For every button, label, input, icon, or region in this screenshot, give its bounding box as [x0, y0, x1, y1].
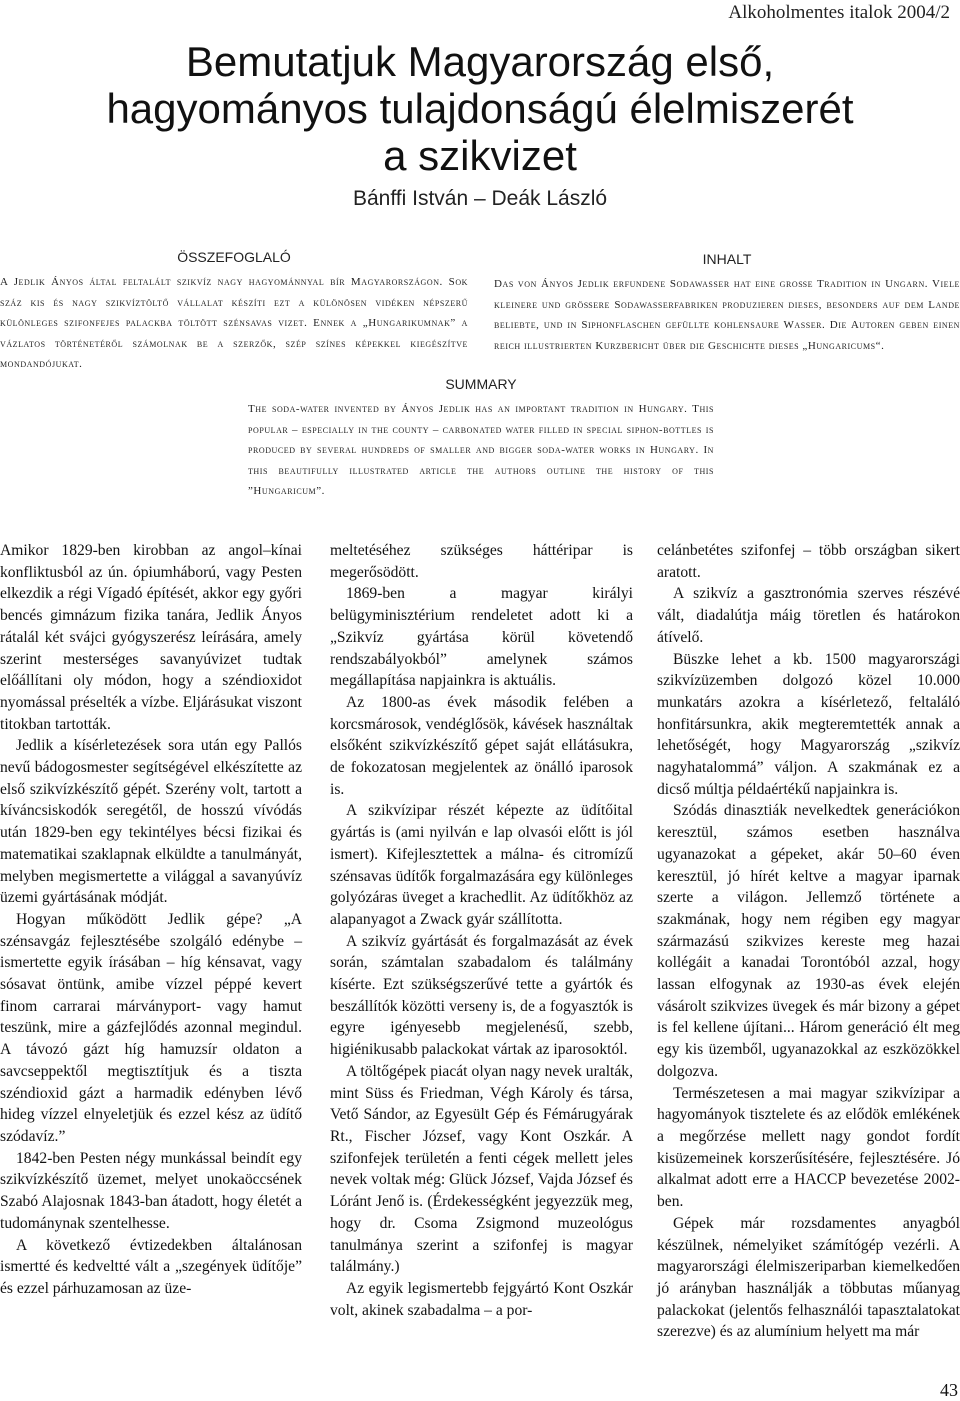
page-number: 43 — [940, 1380, 958, 1400]
body-paragraph: A szikvízipar részét képezte az üdítőital gyártás is (ami nyilván e lap olvasói előtt is jól ismert). Kifejlesztettek a málna- és citromízű szénsavas üdítők forgalmazására egy különleges golyózáras üveget a krachedlit. Az üdítőkhöz az alapanyagot a Zwack gyár szállította. — [330, 802, 633, 928]
article-title-line: hagyományos tulajdonságú élelmiszerét — [106, 85, 854, 132]
article-title-line: a szikvizet — [383, 132, 577, 179]
abstract-german-text: Das von Ányos Jedlik erfundene Sodawasser hat eine große Tradition in Ungarn. Viele kleinere und größere Sodawasserfabriken produzieren dieses, besonders auf dem Lande beliebte, und in Siphonflaschen gefüllte kohlensaure Wasser. Die Autoren geben einen reich illustrierten Kurzbericht über die Geschichte dieses „Hungaricums“. — [494, 278, 960, 352]
abstract-english — [248, 375, 714, 502]
body-paragraph: Amikor 1829-ben kirobban az angol–kínai konfliktusból az ún. ópiumháború, vagy Pesten elkezdik a régi Vígadó építését, akkor egy győri bencés gimnázum fizika tanára, Jedlik Ányos rátalál két svájci gyógyszerész leírására, amely szerint mesterséges savanyúvizet tudtak előállítani oly módon, hogy a széndioxidot nyomással préselték a vízbe. Eljárásukat viszont titokban tartották. — [0, 542, 302, 733]
abstract-german — [494, 250, 960, 356]
body-column-2 — [330, 540, 633, 1321]
article-authors: Bánffi István – Deák László — [352, 187, 608, 210]
body-paragraph: A szikvíz a gasztronómia szerves részévé vált, diadalútja máig töretlen és határokon átívelő. — [657, 585, 960, 646]
body-paragraph: 1842-ben Pesten négy munkással beindít egy szikvízkészítő üzemet, melyet unokaöccsének Szabó Alajosnak 1843-ban átadott, hogy életét a tudománynak szentelhesse. — [0, 1149, 302, 1232]
article-title-line: Bemutatjuk Magyarország első, — [185, 38, 775, 85]
body-paragraph: Szódás dinasztiák nevelkedtek generációkon keresztül, számos esetben használva ugyanazokat a gépeket, akár 50–60 éven keresztül, jó hírét keltve a magyar iparnak szerte a világon. Jellemző története a szakmának, hogy nem régiben egy magyar származású szikvizes kereste meg hazai kollégáit a kanadai Torontóból azzal, hogy lassan elfogynak az 1930-as évek elején vásárolt szikvizes üvegek és már bizony a gépet is fel kellene újítani... Három generáció élt meg egy kis üzemből, ugyanazokkal az eszközökkel dolgozva. — [657, 802, 960, 1080]
abstract-english-heading: SUMMARY — [445, 376, 517, 392]
body-paragraph: celánbetétes szifonfej – több országban sikert aratott. — [657, 542, 960, 581]
body-paragraph: Jedlik a kísérletezések sora után egy Pallós nevű bádogosmester segítségével elkészítette az első szikvízkészítő gépét. Szerény volt, tartott a kíváncsiskodók seregétől, de hosszú vívódás után 1829-ben egy tekintélyes bécsi fizikai és matematikai szaklapnak elküldte a tanulmányát, melyben megismertette a világgal a savanyúvíz üzemi gyártásának módját. — [0, 737, 302, 907]
body-paragraph: A következő évtizedekben általánosan ismertté és kedveltté vált a „szegények üdítője” és ezzel párhuzamosan az üze- — [0, 1236, 302, 1297]
body-column-3 — [657, 540, 960, 1343]
body-paragraph: meltetéséhez szükséges háttéripar is megerősödött. — [330, 542, 633, 581]
article-title-block — [60, 38, 900, 211]
body-paragraph: Hogyan működött Jedlik gépe? „A szénsavgáz fejlesztésébe szolgáló edénybe – ismertette egyik írásában – híg kénsavat, vagy sósavat öntünk, amibe vízzel péppé kevert finom carrarai márványport- vagy hamut teszünk, mire a gázfejlődés azonnal megindul. A távozó gázt híg hamuzsír oldaton a savcseppektől megtisztítjuk és a tiszta széndioxid gázt a harmadik edényben lévő hideg vízzel elnyeletjük és ezzel kész az üdítő szódavíz.” — [0, 910, 302, 1145]
abstract-german-heading: INHALT — [702, 251, 752, 267]
body-paragraph: A töltőgépek piacát olyan nagy nevek uralták, mint Süss és Friedman, Végh Károly és társa, Vető Sándor, az Egyesült Gép és Fémárugyárak Rt., Fischer József, vagy Kont Oszkár. A szifonfejek területén a fenti cégek mellett jeles nevek voltak még: Glück József, Vajda József és Lóránt Jenő is. (Érdekességként jegyezzük meg, hogy dr. Csoma Zsigmond muzeológus tanulmánya szerint a szifonfej is magyar találmány.) — [330, 1062, 633, 1276]
body-paragraph: Az egyik legismertebb fejgyártó Kont Oszkár volt, akinek szabadalma – a por- — [330, 1279, 633, 1319]
abstract-hungarian-text: A Jedlik Ányos által feltalált szikvíz nagy hagyománnyal bír Magyarországon. Sok száz kis és nagy szikvíztöltő vállalat készíti ezt a különösen vidéken népszerű különleges szifonfejes palackba töltött szénsavas vizet. Ennek a „Hungarikumnak” a vázlatos történetéről számolnak be a szerzők, szép színes képekkel kiegészítve mondandójukat. — [0, 276, 468, 370]
body-paragraph: A szikvíz gyártását és forgalmazását az évek során, számtalan szabadalom és találmány kísérte. Ezt szükségszerűvé tette a gyártók és beszállítók közötti verseny is, de a fogyasztók is egyre igényesebb megjelenésű, szebb, higiénikusabb palackokat vártak az iparosoktól. — [330, 932, 633, 1059]
body-paragraph: Büszke lehet a kb. 1500 magyarországi szikvízüzemben dolgozó közel 10.000 munkatárs azokra a kísérletező, feltaláló honfitársunkra, akik megteremtették annak a lehetőségét, hogy Magyarország „szikvíz nagyhatalommá” váljon. A szakmának ez a dicső múltja példaértékű napjainkra is. — [657, 650, 960, 798]
abstract-hungarian-heading: ÖSSZEFOGLALÓ — [177, 249, 291, 265]
body-paragraph: Gépek már rozsdamentes anyagból készülnek, némelyiket számítógép vezérli. A magyarországi élelmiszeriparban kiemelkedően jó arányban használják a többutas műanyag palackokat (jelentős felhasználói tapasztalatokat szerezve) és az alumínium helyett ma már — [657, 1214, 960, 1341]
journal-header: Alkoholmentes italok 2004/2 — [728, 2, 950, 23]
body-paragraph: 1869-ben a magyar királyi belügyminisztérium rendeletet adott ki a „Szikvíz gyártása körül követendő rendszabályokból” amelynek számos megállapítása napjainkra is aktuális. — [330, 585, 633, 690]
body-column-1 — [0, 540, 302, 1300]
abstract-english-text: The soda-water invented by Ányos Jedlik has an important tradition in Hungary. This popular – especially in the county – carbonated water filled in special siphon-bottles is produced by several hundreds of smaller and bigger soda-water works in Hungary. In this beautifully illustrated article the authors outline the history of this ”Hungaricum”. — [248, 403, 714, 497]
body-paragraph: Az 1800-as évek második felében a korcsmárosok, vendéglősök, kávések használtak elsőként szikvízkészítő gépet saját ellátásukra, de fokozatosan megjelentek az önálló iparosok is. — [330, 693, 633, 798]
abstract-hungarian — [0, 248, 468, 375]
body-paragraph: Természetesen a mai magyar szikvízipar a hagyományok tisztelete és az elődök emlékének a megőrzése mellett nagy gondot fordít kisüzemeinek korszerűsítésére, fejlesztésére. Jó alkalmat adott erre a HACCP bevezetése 2002-ben. — [657, 1084, 960, 1211]
